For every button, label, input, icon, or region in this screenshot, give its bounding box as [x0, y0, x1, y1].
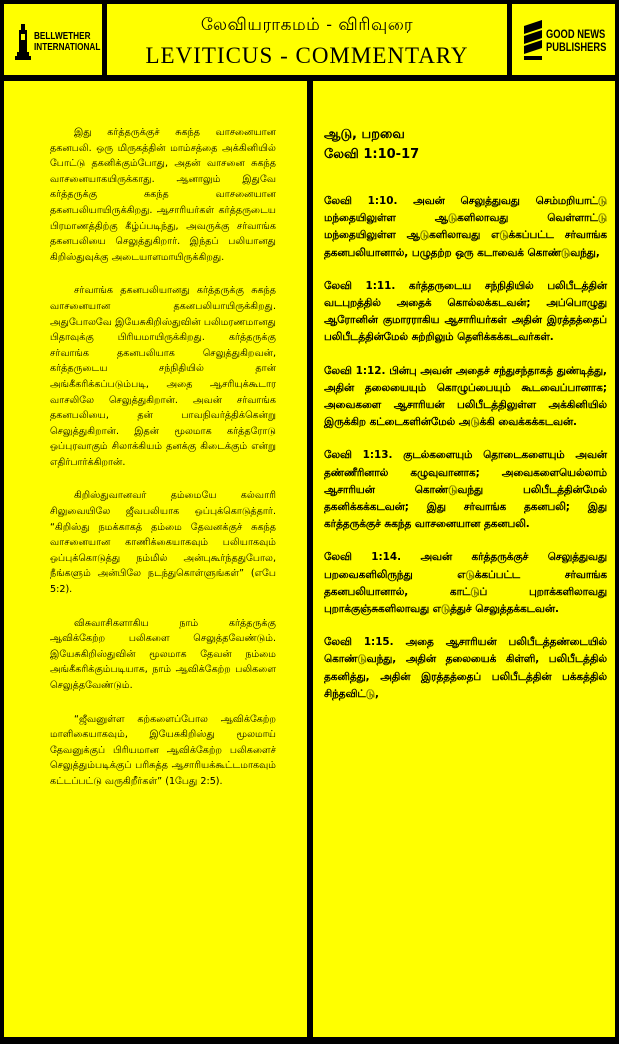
- book-stack-icon: [522, 20, 544, 62]
- scripture-verse: லேவி 1:10. அவன் செலுத்துவது செம்மறியாட்டு மந்தையிலுள்ள ஆடுகளிலாவது வெள்ளாட்டு மந்தையிலுள்ள ஆடுகளிலாவது எடுக்கப்பட்ட சர்வாங்க தகனபலியானால், பழுதற்ற ஒரு கடாவைக் கொண்டுவந்து,: [324, 195, 607, 259]
- title-banner: [106, 3, 508, 76]
- bell-tower-icon: [14, 24, 32, 60]
- section-heading: [324, 125, 607, 165]
- scripture-verse: லேவி 1:15. அதை ஆசாரியன் பலிபீடத்தண்டையில் கொண்டுவந்து, அதின் தலையைக் கிள்ளி, பலிபீடத்தில் தகனித்து, அதின் இரத்தத்தைப் பலிபீடத்தின் பக்கத்தில் சிந்தவிட்டு,: [324, 636, 607, 700]
- logo-line-2: INTERNATIONAL: [34, 42, 101, 53]
- title-tamil: லேவியராகமம் - விரிவுரை: [200, 15, 414, 35]
- commentary-paragraph: கிறிஸ்துவானவர் தம்மையே கல்வாரி சிலுவையிலே ஜீவபலியாக ஒப்புக்கொடுத்தார். “கிறிஸ்து நமக்காகத் தம்மை தேவனக்குச் சுகந்த வாசனையான காணிக்கையாகவும் பலியாகவும் ஒப்புக்கொடுத்து நம்மில் அன்புகூர்ந்ததுபோல, நீங்களும் அன்பிலே நடந்துகொள்ளுங்கள்” (எபே 5:2).: [50, 490, 276, 596]
- commentary-paragraph: சர்வாங்க தகனபலியானது கர்த்தருக்கு சுகந்த வாசனையான தகனபலியாயிருக்கிறது. அதுபோலவே இயேசுகிறிஸ்துவின் பலிமரணமானது பிதாவுக்கு பிரியமாயிருக்கிறது. கர்த்தருக்கு சர்வாங்க தகனபலியாக செலுத்துகிறவன், கர்த்தருடைய சந்நிதியில் தான் அங்கீகரிக்கப்படும்படி, அதை ஆசரியுக்கூடார வாசலிலே செலுத்துகிறான். அவன் சர்வாங்க தகனபலியை, தன் பாவநிவர்த்திக்கென்று செலுத்துகிறான். இதன் மூலமாக கர்த்தரோடு ஒப்புரவாகும் சிலாக்கியம் தனக்கு கிடைக்கும் என்று எதிர்பார்க்கிறான்.: [50, 285, 276, 468]
- publisher-logo-right: [511, 3, 616, 76]
- scripture-verse: லேவி 1:11. கர்த்தருடைய சந்நிதியில் பலிபீடத்தின் வடபுறத்தில் அதைக் கொல்லக்கடவன்; அப்பொழுது ஆரோனின் குமாரராகிய ஆசாரியர்கள் அதின் இரத்தத்தைப் பலிபீடத்தின்மேல் சுற்றிலும் தெளிக்கக்கடவர்கள்.: [324, 279, 607, 344]
- scripture-column: [312, 80, 616, 1038]
- section-title: ஆடு, பறவை: [324, 127, 405, 142]
- commentary-text: [50, 125, 276, 808]
- logo-line-1: BELLWETHER: [34, 31, 91, 42]
- commentary-paragraph: விசுவாசிகளாகிய நாம் கர்த்தருக்கு ஆவிக்கேற்ற பலிகளை செலுத்தவேண்டும். இயேசுகிறிஸ்துவின் மூலமாக தேவன் நம்மை அங்கீகரிக்கும்படியாக, நாம் ஆவிக்கேற்ற பலிகளை செலுத்தவேண்டும்.: [50, 617, 276, 691]
- scripture-text: [324, 125, 607, 719]
- good-news-logo: [522, 20, 619, 62]
- commentary-paragraph: இது கர்த்தருக்குச் சுகந்த வாசனையான தகனபலி. ஒரு மிருகத்தின் மாம்சத்தை அக்கினியில் போட்டு தகனிக்கும்போது, அதன் வாசனை சுகந்த வாசனையாகயிருக்காது. ஆனாலும் இதுவே கர்த்தருக்கு சுகந்த வாசனையான தகனபலியாயிருக்கிறது. ஆசாரியர்கள் கர்த்தருடைய பிரமாணத்திற்கு கீழ்ப்படிந்து, அவருக்கு சர்வாங்க தகனபலியை செலுத்துகிறார். இந்தப் பலியானது கிறிஸ்துவுக்கு அடையாளமாயிருக்கிறது.: [50, 127, 276, 263]
- commentary-paragraph: “ஜீவனுள்ள கற்களைப்போல ஆவிக்கேற்ற மாளிகையாகவும், இயேசுகிறிஸ்து மூலமாய் தேவனுக்குப் பிரியமான ஆவிக்கேற்ற பலிகளைச் செலுத்தும்படிக்குப் பரிசுத்த ஆசாரியக்கூட்டமாகவும் கட்டப்பட்டு வருகிறீர்கள்” (1பேது 2:5).: [50, 713, 276, 787]
- bellwether-logo: [14, 24, 115, 60]
- scripture-verse: லேவி 1:12. பின்பு அவன் அதைச் சந்துசந்தாகத் துண்டித்து, அதின் தலையையும் கொழுப்பையும் கூடவைப்பானாக; அவைகளை ஆசாரியன் பலிபீடத்திலுள்ள அக்கினியில் இருக்கிற கட்டைகளின்மேல் அடுக்கி வைக்கக்கடவன்.: [324, 364, 607, 429]
- commentary-column: [3, 80, 308, 1038]
- publisher-logo-left: [3, 3, 103, 76]
- logo-line-2: PUBLISHERS: [546, 40, 607, 54]
- title-english: LEVITICUS - COMMENTARY: [145, 43, 469, 68]
- scripture-verse: லேவி 1:14. அவன் கர்த்தருக்குச் செலுத்துவது பறவைகளிலிருந்து எடுக்கப்பட்ட சர்வாங்க தகனபலியானால், காட்டுப் புறாக்களிலாவது புறாக்குஞ்சுகளிலாவது எடுத்துச் செலுத்தக்கடவன்.: [324, 551, 607, 616]
- logo-line-1: GOOD NEWS: [546, 27, 606, 41]
- scripture-verse: லேவி 1:13. குடல்களையும் தொடைகளையும் அவன் தண்ணீரினால் கழுவுவானாக; அவைகளையெல்லாம் ஆசாரியன் கொண்டுவந்து பலிபீடத்தின்மேல் தகனிக்கக்கடவன்; இது சர்வாங்க தகனபலி; இது கர்த்தருக்குச் சுகந்த வாசனையான தகனபலி.: [324, 449, 607, 531]
- section-reference: லேவி 1:10-17: [324, 147, 420, 162]
